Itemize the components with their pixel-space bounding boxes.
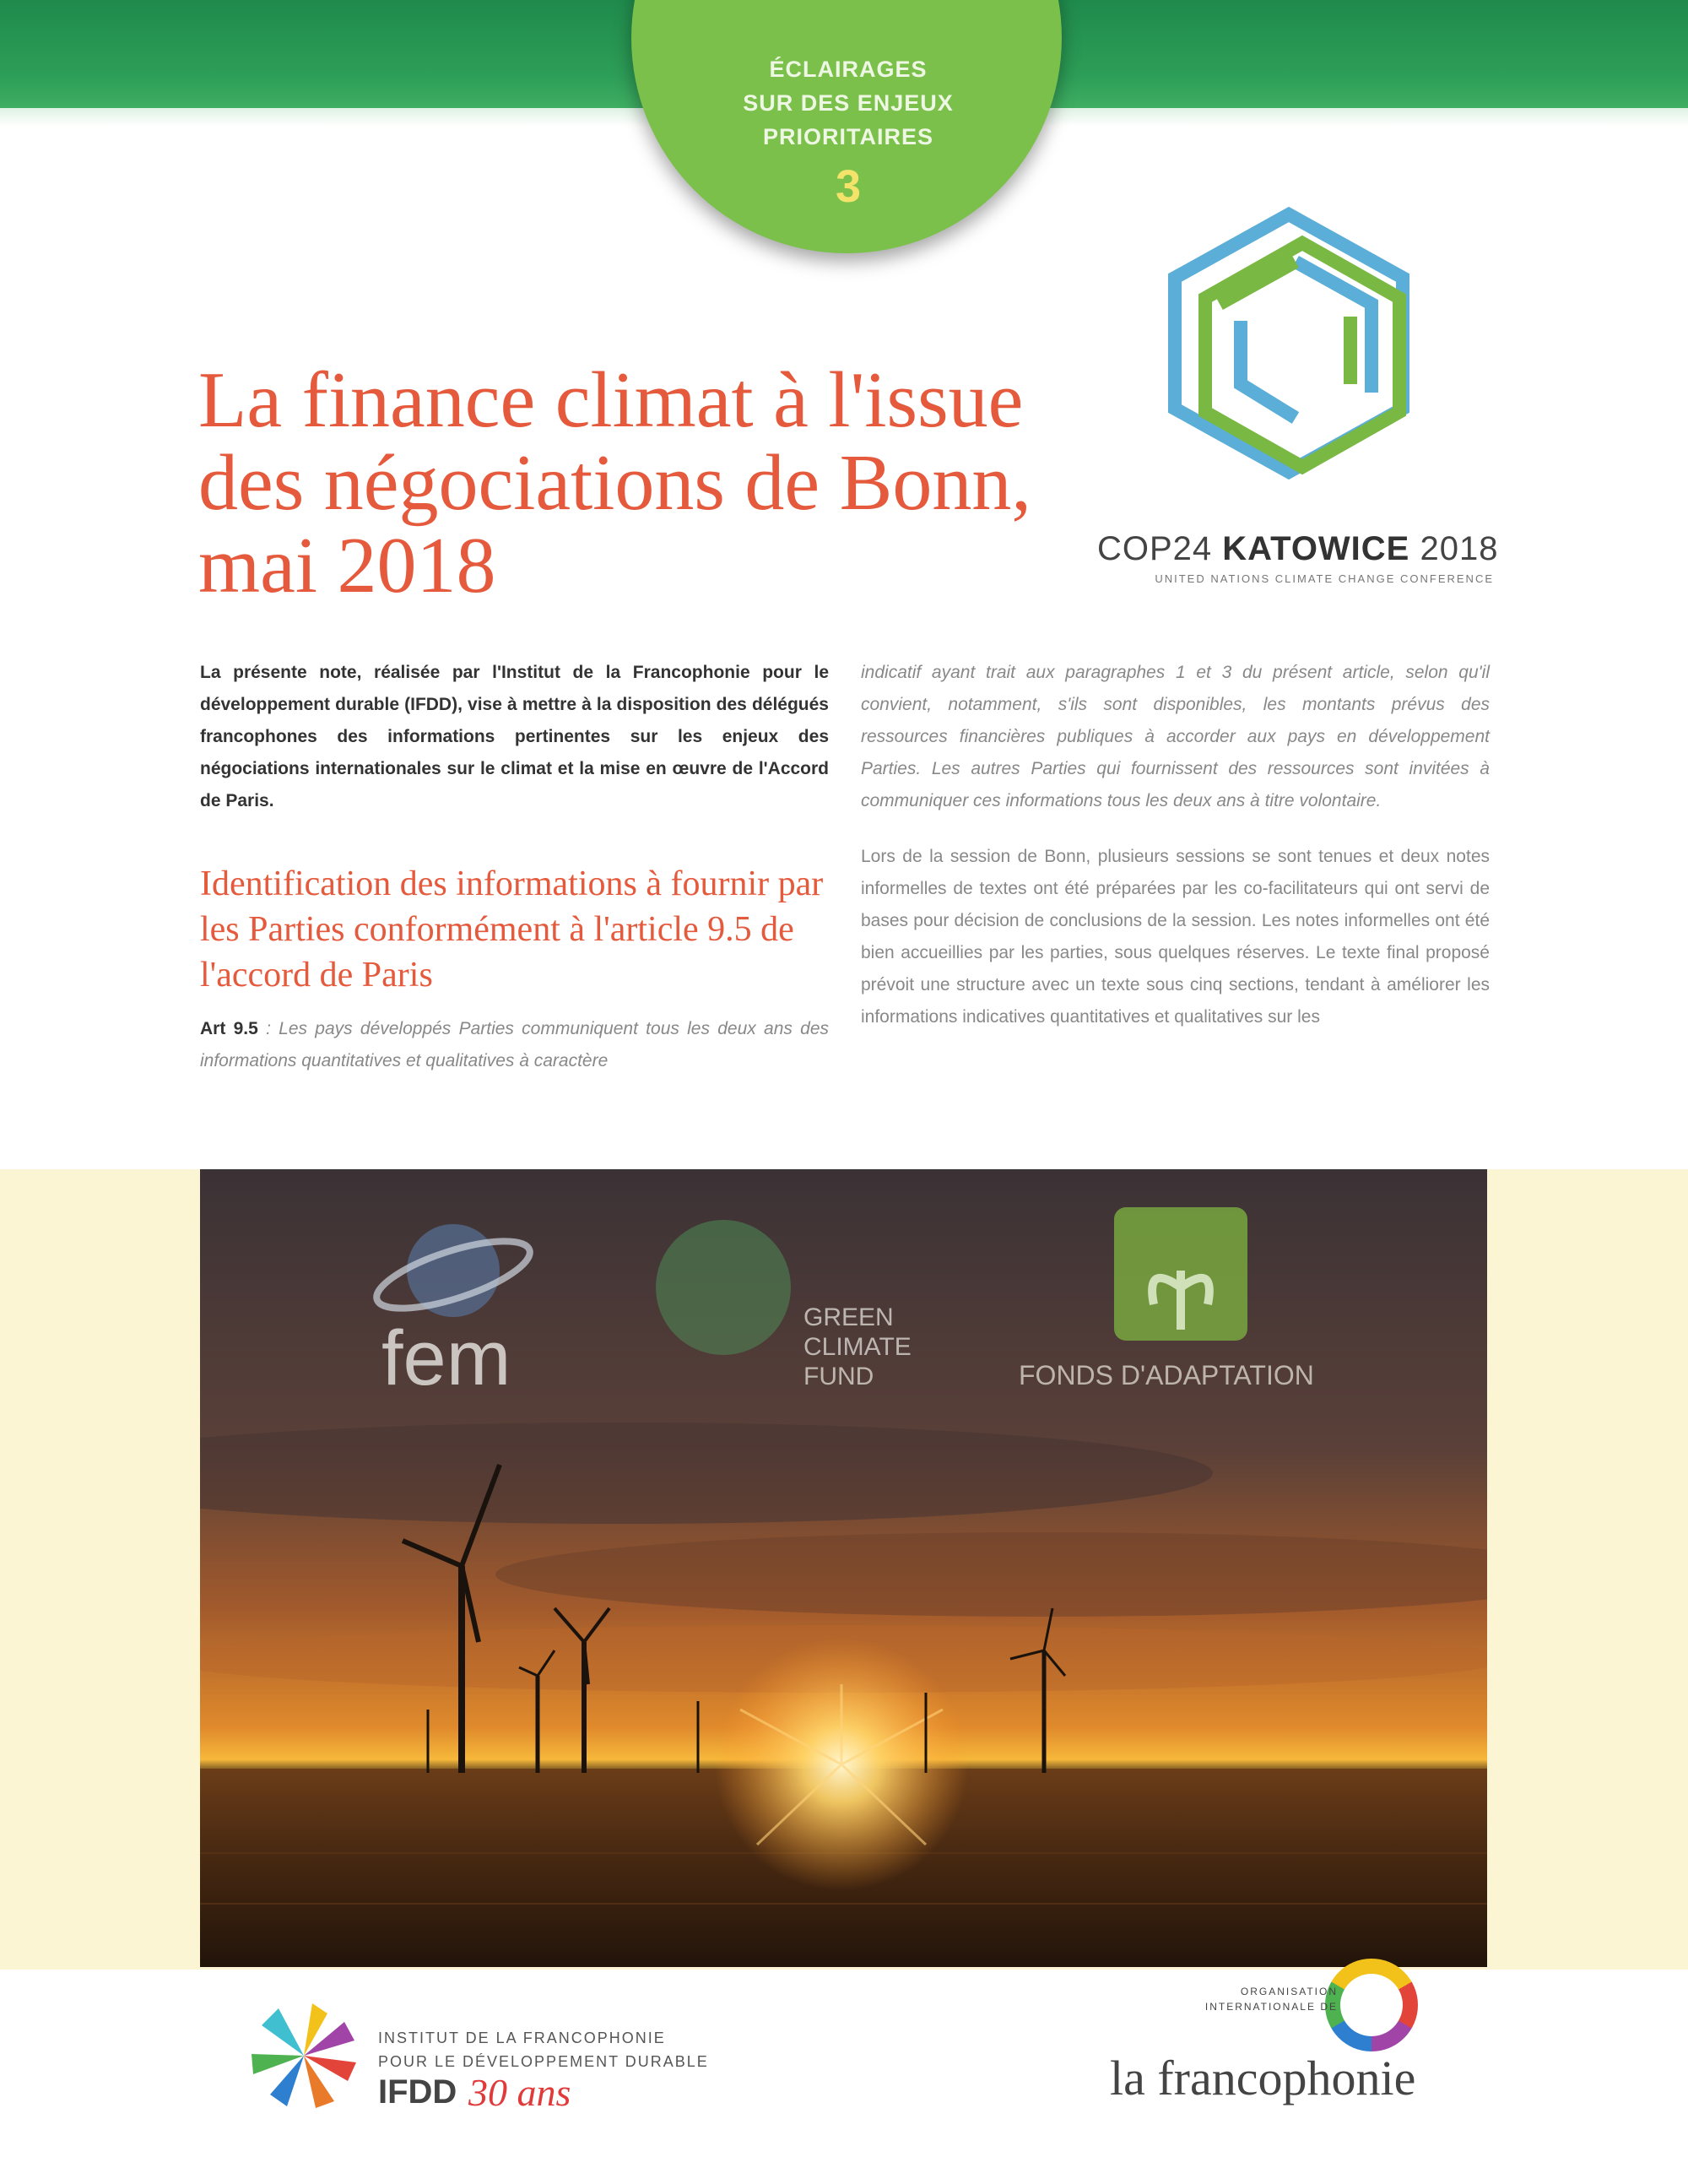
cop-title-city: KATOWICE	[1222, 530, 1410, 567]
oif-logo-icon	[1325, 1959, 1418, 2051]
oif-name: la francophonie	[1110, 2051, 1416, 2105]
section-heading: Identification des informations à fournir par les Parties conformément à l'article 9.5 de l'accord de Paris	[200, 864, 824, 994]
document-title: La finance climat à l'issue des négociations de Bonn, mai 2018	[198, 356, 1031, 610]
intro-paragraph: La présente note, réalisée par l'Institut de la Francophonie pour le développement durable (IFDD), vise à mettre à la disposition des délégués francophones des informations pertinentes sur les enjeux des négociations internationales sur le climat et la mise en œuvre de l'Accord de Paris.	[200, 663, 829, 810]
left-column	[200, 657, 829, 1077]
cop24-subtitle: UNITED NATIONS CLIMATE CHANGE CONFERENCE	[1155, 572, 1494, 585]
fem-label: fem	[381, 1315, 511, 1401]
article-label: Art 9.5	[200, 1019, 258, 1038]
ifdd-acronym: IFDD	[378, 2073, 457, 2111]
oif-small-text: ORGANISATION INTERNATIONALE DE	[1204, 1986, 1338, 2013]
ifdd-logo-icon	[241, 1992, 367, 2119]
right-paragraph-2: Lors de la session de Bonn, plusieurs sessions se sont tenues et deux notes informelles de textes ont été préparées par les co-facilitateurs qui ont servi de bases pour décision de conclusions de la session. Les notes informelles ont été bien accueillies par les parties, sous quelques réserves. Le texte final proposé prévoit une structure avec un texte sous cinq sections, tendant à améliorer les informations indicatives quantitatives et qualitatives sur les	[861, 847, 1490, 1027]
article-paragraph	[200, 1013, 829, 1077]
adaptation-fund-label: FONDS D'ADAPTATION	[1019, 1360, 1314, 1390]
article-text: : Les pays développés Parties communiquent tous les deux ans des informations quantitatives et qualitatives à caractère	[200, 1019, 829, 1070]
cop-title-part: COP24	[1097, 530, 1213, 567]
cop-title-year: 2018	[1420, 530, 1499, 567]
right-column	[861, 657, 1490, 1033]
gcf-label-line3: FUND	[803, 1363, 874, 1390]
badge-label: ÉCLAIRAGES SUR DES ENJEUX PRIORITAIRES	[743, 57, 954, 149]
right-paragraph-1: indicatif ayant trait aux paragraphes 1 et 3 du présent article, selon qu'il convient, notamment, s'ils sont disponibles, les montants prévus des ressources financières publiques à accorder aux pays en développement Parties. Les autres Parties qui fournissent des ressources sont invitées à communiquer ces informations tous les deux ans à titre volontaire.	[861, 663, 1490, 810]
gcf-label-line2: CLIMATE	[803, 1333, 912, 1361]
cop24-logo-icon	[1156, 203, 1435, 498]
ifdd-name: INSTITUT DE LA FRANCOPHONIE POUR LE DÉVELOPPEMENT DURABLE	[378, 2030, 709, 2070]
gcf-label-line1: GREEN	[803, 1303, 894, 1331]
ifdd-anniversary: 30 ans	[468, 2071, 571, 2114]
wind-turbine-photo	[200, 1169, 1487, 1967]
badge-number: 3	[835, 161, 862, 212]
cop24-title	[1097, 530, 1499, 568]
